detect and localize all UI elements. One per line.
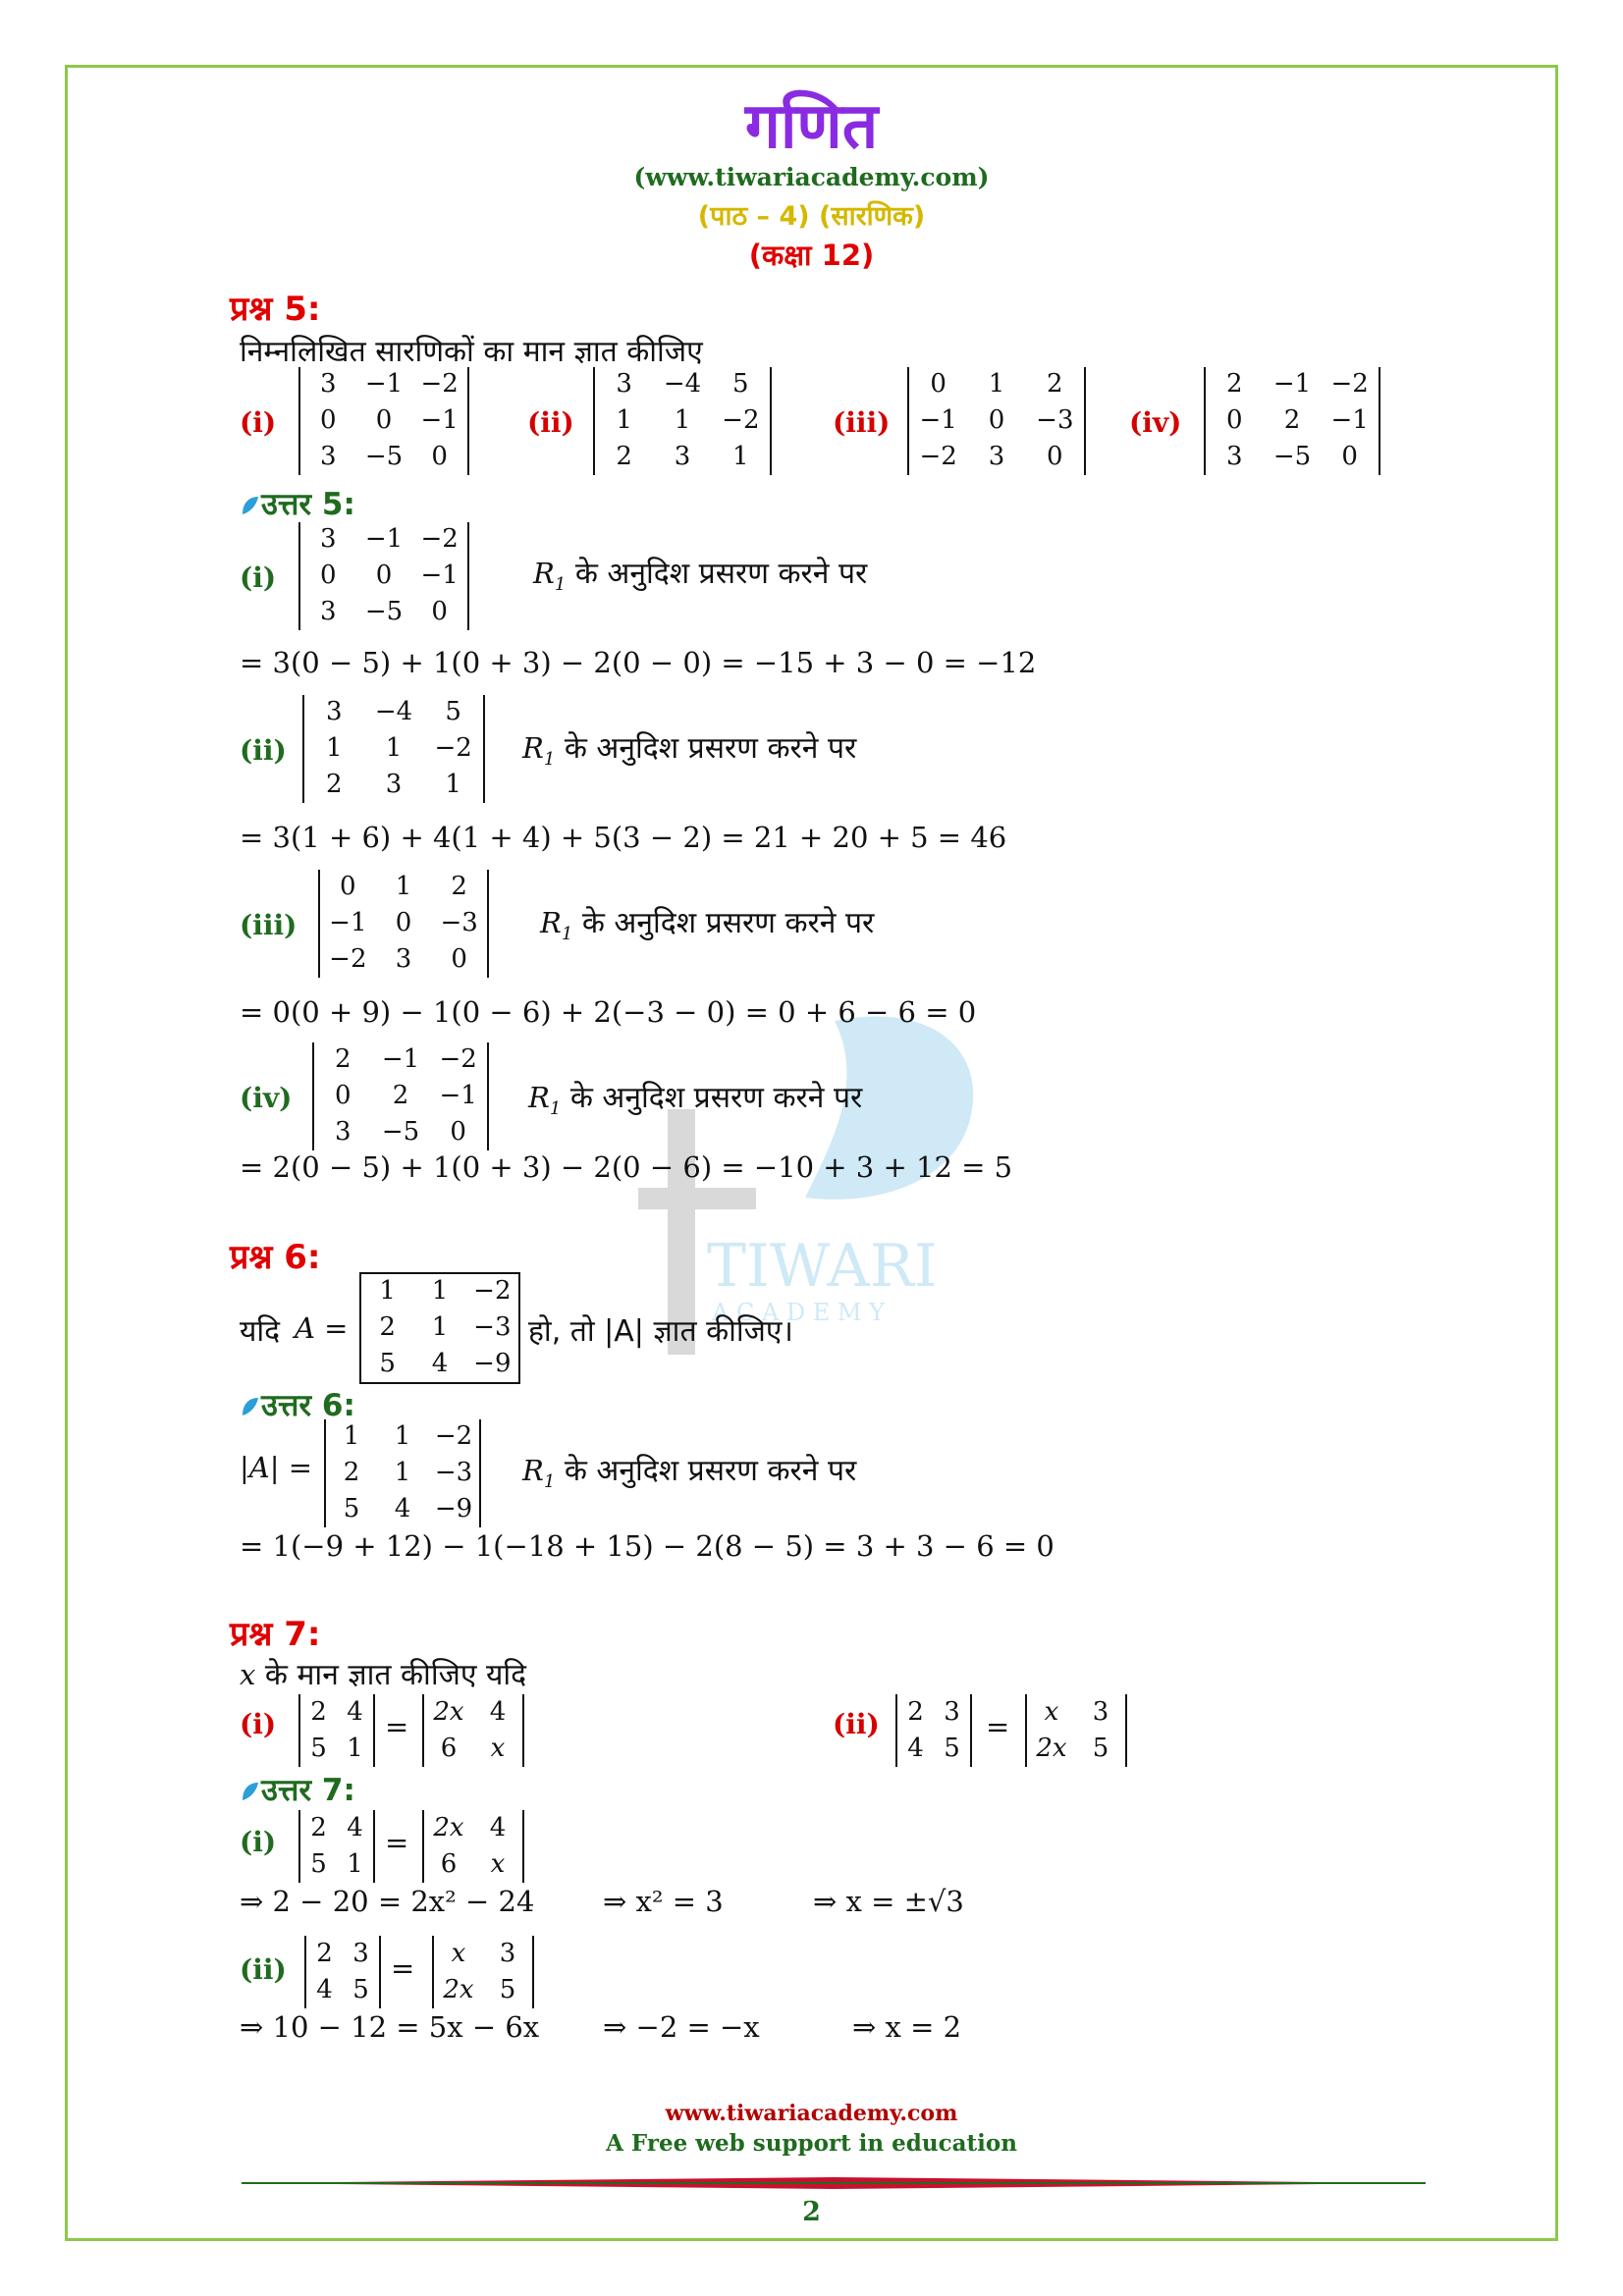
matrix-cell: x (490, 1848, 506, 1879)
page-title: गणित (744, 90, 879, 163)
matrix-cell: −2 (434, 1421, 473, 1452)
matrix-cell: 1 (445, 769, 461, 799)
matrix-cell: −2 (434, 733, 472, 763)
matrix-cell: 3 (320, 596, 337, 626)
a5-note-iii (540, 901, 874, 944)
a7-step-ii-3: ⇒ x = 2 (852, 2010, 962, 2044)
page-number: 2 (802, 2197, 821, 2227)
r1-sub: 1 (543, 1470, 556, 1492)
a5-label-iv: (iv) (240, 1082, 293, 1114)
matrix-cell: 0 (375, 405, 393, 435)
matrix-cell: 5 (352, 1974, 369, 2004)
matrix-cell: 2 (326, 769, 343, 799)
question-5-prompt: निम्नलिखित सारणिकों का मान ज्ञात कीजिए (240, 335, 703, 369)
a5-note-iv (528, 1076, 862, 1119)
q5-matrix-ii (593, 367, 772, 475)
matrix-cell: 2 (343, 1458, 360, 1487)
matrix-cell: −2 (722, 405, 760, 435)
matrix-cell: 0 (930, 369, 947, 400)
matrix-cell: −1 (1330, 405, 1369, 435)
matrix-cell: −2 (473, 1276, 512, 1307)
matrix-cell: −1 (439, 1081, 477, 1110)
a7-eq-i: = (385, 1826, 409, 1859)
answer-6-heading-text: उत्तर 6: (261, 1388, 355, 1423)
matrix-cell: 1 (431, 1276, 449, 1307)
matrix-cell: −3 (473, 1312, 512, 1342)
matrix-cell: 0 (1047, 441, 1063, 471)
q7-prompt-text: के मान ज्ञात कीजिए यदि (264, 1658, 527, 1692)
matrix-cell: −2 (1330, 369, 1369, 400)
matrix-cell: 5 (1092, 1733, 1109, 1763)
q7-matrix-ii-left (895, 1694, 972, 1767)
a6-note (522, 1449, 856, 1492)
matrix-cell: 3 (352, 1938, 369, 1968)
matrix-cell: x (490, 1733, 506, 1763)
watermark-word: TIWARI (707, 1232, 938, 1301)
matrix-cell: 3 (1092, 1696, 1109, 1727)
matrix-cell: 3 (335, 1116, 352, 1147)
watermark-sub: A C A D E M Y (712, 1299, 885, 1326)
q7-label-ii: (ii) (833, 1708, 880, 1740)
r1-sub: 1 (543, 748, 556, 770)
matrix-cell: −5 (381, 1116, 420, 1147)
matrix-cell: 2 (335, 1044, 352, 1075)
matrix-cell: 2 (616, 441, 632, 471)
a5-result-i: = 3(0 − 5) + 1(0 + 3) − 2(0 − 0) = −15 + 3 − 0 = −12 (240, 646, 1037, 679)
q5-label-ii: (ii) (527, 406, 574, 439)
a6-matrix-a (324, 1419, 481, 1527)
matrix-cell: 3 (988, 441, 1005, 471)
r1-sub: 1 (549, 1097, 562, 1119)
matrix-cell: 1 (343, 1421, 360, 1452)
q5-label-iii: (iii) (833, 406, 891, 439)
r1: R (528, 1081, 550, 1114)
a5-note-text-ii: के अनुदिश प्रसरण करने पर (564, 731, 857, 766)
matrix-cell: 1 (394, 1458, 411, 1487)
matrix-cell: 1 (347, 1848, 363, 1879)
q7-prompt (240, 1653, 526, 1693)
a5-matrix-ii (302, 695, 485, 803)
matrix-cell: 6 (440, 1733, 458, 1763)
matrix-cell: 1 (379, 1276, 396, 1307)
matrix-cell: 1 (674, 405, 691, 435)
a5-note-text-i: के अनुदिश प्रसरण करने पर (574, 557, 868, 591)
matrix-cell: 0 (431, 441, 448, 471)
matrix-cell: 3 (1226, 441, 1243, 471)
r1-sub: 1 (554, 573, 567, 595)
footer-divider (242, 2177, 1426, 2189)
a5-result-ii: = 3(1 + 6) + 4(1 + 4) + 5(3 − 2) = 21 + 20 + 5 = 46 (240, 821, 1007, 854)
r1: R (522, 1454, 544, 1487)
header-chapter: (पाठ – 4) (सारणिक) (697, 201, 926, 232)
q6-tail: हो, तो |A| ज्ञात कीजिए। (528, 1314, 793, 1349)
matrix-cell: −5 (364, 441, 404, 471)
matrix-cell: 0 (320, 561, 337, 590)
matrix-cell: 5 (310, 1733, 327, 1763)
q7-matrix-i-left (298, 1694, 375, 1767)
question-7-heading: प्रश्न 7: (230, 1615, 321, 1654)
matrix-cell: 5 (343, 1493, 360, 1523)
matrix-cell: 2 (310, 1812, 327, 1842)
matrix-cell: 6 (440, 1848, 458, 1879)
matrix-cell: 1 (385, 733, 403, 763)
q7-eq-i: = (385, 1710, 409, 1743)
a5-matrix-iv (312, 1042, 489, 1150)
matrix-cell: −1 (420, 561, 459, 590)
r1: R (540, 906, 562, 939)
matrix-cell: 1 (394, 1421, 411, 1452)
matrix-cell: 2 (451, 872, 467, 902)
matrix-cell: −1 (329, 908, 367, 937)
matrix-cell: 2 (316, 1938, 333, 1968)
a5-label-i: (i) (240, 561, 277, 594)
header-site: (www.tiwariacademy.com) (633, 163, 990, 191)
matrix-cell: 2 (392, 1081, 409, 1110)
a7-step-i-2: ⇒ x² = 3 (603, 1885, 724, 1918)
matrix-cell: −1 (364, 524, 404, 555)
matrix-cell: 5 (944, 1733, 960, 1763)
matrix-cell: 0 (431, 596, 448, 626)
matrix-cell: −4 (374, 697, 413, 727)
matrix-cell: 1 (616, 405, 632, 435)
a6-note-text: के अनुदिश प्रसरण करने पर (564, 1454, 857, 1488)
matrix-cell: 4 (394, 1493, 411, 1523)
matrix-cell: 0 (320, 405, 337, 435)
matrix-cell: 2x (1036, 1733, 1067, 1763)
matrix-cell: −4 (663, 369, 702, 400)
a5-result-iii: = 0(0 + 9) − 1(0 − 6) + 2(−3 − 0) = 0 + 6 − 6 = 0 (240, 995, 977, 1029)
answer-5-heading (240, 483, 355, 524)
a7-matrix-i-right (422, 1810, 524, 1883)
matrix-cell: −2 (439, 1044, 477, 1075)
matrix-cell: 5 (732, 369, 749, 400)
matrix-cell: 3 (320, 369, 337, 400)
r1: R (522, 731, 544, 765)
matrix-cell: −9 (434, 1493, 473, 1523)
matrix-cell: 0 (335, 1081, 352, 1110)
answer-5-heading-text: उत्तर 5: (261, 487, 355, 522)
answer-7-heading-text: उत्तर 7: (261, 1773, 355, 1808)
matrix-cell: 3 (944, 1696, 960, 1727)
matrix-cell: 3 (326, 697, 343, 727)
matrix-cell: −1 (364, 369, 404, 400)
matrix-cell: 2 (1283, 405, 1301, 435)
matrix-cell: −1 (420, 405, 459, 435)
q5-matrix-iv (1204, 367, 1380, 475)
matrix-cell: 3 (385, 769, 403, 799)
matrix-cell: 1 (347, 1733, 363, 1763)
matrix-cell: 4 (489, 1812, 507, 1842)
matrix-cell: 3 (320, 441, 337, 471)
matrix-cell: −2 (420, 524, 459, 555)
a7-label-ii: (ii) (240, 1953, 287, 1986)
a5-label-ii: (ii) (240, 734, 287, 767)
matrix-cell: 5 (379, 1348, 396, 1378)
q6-matrix-a (359, 1272, 520, 1384)
matrix-cell: 2 (1047, 369, 1063, 400)
matrix-cell: 2 (379, 1312, 396, 1342)
a5-note-text-iii: के अनुदिश प्रसरण करने पर (581, 906, 875, 940)
matrix-cell: 0 (375, 561, 393, 590)
matrix-cell: 3 (395, 943, 412, 974)
q7-prompt-var: x (240, 1658, 256, 1691)
a7-step-ii-2: ⇒ −2 = −x (603, 2010, 760, 2044)
leaf-icon (240, 1781, 259, 1802)
matrix-cell: 4 (316, 1974, 333, 2004)
a7-matrix-ii-right (432, 1936, 534, 2008)
a7-matrix-ii-left (304, 1936, 381, 2008)
matrix-cell: −1 (381, 1044, 420, 1075)
matrix-cell: 1 (326, 733, 343, 763)
a5-note-ii (522, 726, 856, 770)
matrix-cell: 0 (340, 872, 356, 902)
leaf-icon (240, 1396, 259, 1417)
matrix-cell: 3 (320, 524, 337, 555)
a5-label-iii: (iii) (240, 909, 298, 941)
footer-tagline: A Free web support in education (606, 2130, 1017, 2157)
header-class: (कक्षा 12) (748, 239, 875, 272)
matrix-cell: 2 (1226, 369, 1243, 400)
matrix-cell: 0 (395, 908, 412, 937)
q5-label-iv: (iv) (1129, 406, 1182, 439)
q5-matrix-i (298, 367, 469, 475)
matrix-cell: 5 (445, 697, 461, 727)
matrix-cell: 4 (489, 1696, 507, 1727)
a6-result: = 1(−9 + 12) − 1(−18 + 15) − 2(8 − 5) = 3 + 3 − 6 = 0 (240, 1529, 1055, 1563)
matrix-cell: 3 (616, 369, 632, 400)
matrix-cell: −5 (364, 596, 404, 626)
q7-matrix-i-right (422, 1694, 524, 1767)
a7-eq-ii: = (391, 1951, 415, 1985)
matrix-cell: 2x (433, 1812, 464, 1842)
a6-abs-a: |A| = (240, 1451, 313, 1484)
matrix-cell: 4 (431, 1348, 449, 1378)
q6-if: यदि (240, 1314, 281, 1349)
q7-label-i: (i) (240, 1708, 277, 1740)
matrix-cell: −5 (1272, 441, 1312, 471)
matrix-cell: −9 (473, 1348, 512, 1378)
matrix-cell: −2 (420, 369, 459, 400)
a5-matrix-i (298, 522, 469, 630)
matrix-cell: 4 (347, 1812, 363, 1842)
matrix-cell: 1 (395, 872, 412, 902)
q5-label-i: (i) (240, 406, 277, 439)
matrix-cell: 0 (451, 943, 467, 974)
matrix-cell: 3 (674, 441, 691, 471)
a5-note-i (533, 552, 867, 595)
q5-matrix-iii (907, 367, 1086, 475)
q7-matrix-ii-right (1025, 1694, 1127, 1767)
a7-step-i-1: ⇒ 2 − 20 = 2x² − 24 (240, 1885, 535, 1918)
question-6-heading: प्रश्न 6: (230, 1238, 321, 1277)
matrix-cell: 5 (499, 1974, 516, 2004)
footer-url[interactable]: www.tiwariacademy.com (665, 2101, 958, 2126)
a7-step-ii-1: ⇒ 10 − 12 = 5x − 6x (240, 2010, 540, 2044)
matrix-cell: −1 (1272, 369, 1312, 400)
matrix-cell: −1 (919, 405, 957, 435)
matrix-cell: 2x (433, 1696, 464, 1727)
matrix-cell: x (1044, 1696, 1059, 1727)
matrix-cell: 1 (431, 1312, 449, 1342)
matrix-cell: 2x (443, 1974, 474, 2004)
matrix-cell: −2 (329, 943, 367, 974)
a7-matrix-i-left (298, 1810, 375, 1883)
answer-7-heading (240, 1769, 355, 1810)
matrix-cell: 0 (1226, 405, 1243, 435)
matrix-cell: 1 (732, 441, 749, 471)
a5-matrix-iii (318, 870, 489, 978)
leaf-icon (240, 495, 259, 516)
matrix-cell: x (451, 1938, 466, 1968)
a5-note-text-iv: के अनुदिश प्रसरण करने पर (569, 1081, 863, 1115)
matrix-cell: −3 (434, 1458, 473, 1487)
matrix-cell: −3 (1036, 405, 1074, 435)
matrix-cell: 4 (907, 1733, 924, 1763)
matrix-cell: −2 (919, 441, 957, 471)
a7-label-i: (i) (240, 1826, 277, 1858)
question-5-heading: प्रश्न 5: (230, 290, 321, 329)
matrix-cell: 4 (347, 1696, 363, 1727)
matrix-cell: 2 (907, 1696, 924, 1727)
q6-a-eq: A = (295, 1311, 349, 1345)
q7-eq-ii: = (986, 1710, 1010, 1743)
matrix-cell: 0 (1341, 441, 1358, 471)
a5-result-iv: = 2(0 − 5) + 1(0 + 3) − 2(0 − 6) = −10 + 3 + 12 = 5 (240, 1150, 1013, 1184)
r1-sub: 1 (561, 923, 573, 944)
matrix-cell: 5 (310, 1848, 327, 1879)
r1: R (533, 557, 555, 590)
matrix-cell: 1 (988, 369, 1005, 400)
a7-step-i-3: ⇒ x = ±√3 (813, 1885, 964, 1918)
matrix-cell: 0 (988, 405, 1005, 435)
matrix-cell: −3 (440, 908, 478, 937)
matrix-cell: 2 (310, 1696, 327, 1727)
matrix-cell: 0 (450, 1116, 466, 1147)
matrix-cell: 3 (499, 1938, 516, 1968)
